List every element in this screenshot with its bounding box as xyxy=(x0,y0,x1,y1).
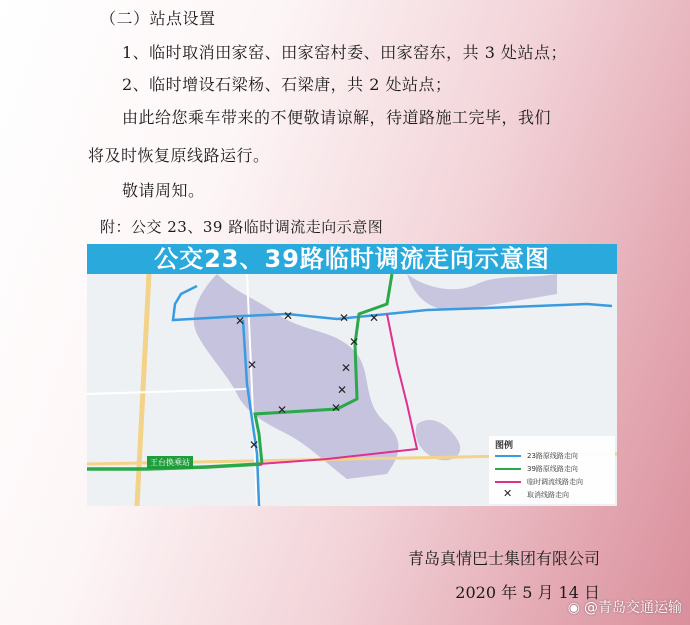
cancel-marker: ✕ xyxy=(283,309,294,323)
road-minor-2 xyxy=(87,389,247,394)
item-cancel-stops: 1、临时取消田家窑、田家窑村委、田家窑东，共 3 处站点； xyxy=(122,43,568,62)
cancel-marker: ✕ xyxy=(337,383,348,397)
legend-label: 临时调流线路走向 xyxy=(527,478,583,486)
legend-item-cancelled xyxy=(495,489,613,501)
legend-label: 取消线路走向 xyxy=(527,491,569,499)
cancel-icon: ✕ xyxy=(503,487,513,500)
legend-swatch xyxy=(495,455,521,457)
station-label: 王台换乘站 xyxy=(147,456,193,469)
water-area-south xyxy=(416,420,461,460)
map-legend xyxy=(489,436,615,504)
legend-label: 23路原线路走向 xyxy=(527,452,578,460)
road-vertical-west xyxy=(137,274,149,506)
signature-date: 2020 年 5 月 14 日 xyxy=(455,583,600,602)
cancel-marker: ✕ xyxy=(247,358,258,372)
route-map xyxy=(87,244,617,506)
cancel-marker: ✕ xyxy=(341,361,352,375)
legend-swatch xyxy=(495,481,521,483)
cancel-marker: ✕ xyxy=(369,311,380,325)
cancel-marker: ✕ xyxy=(235,314,246,328)
legend-item-route39 xyxy=(495,463,613,475)
weibo-icon: ◉ xyxy=(567,600,580,616)
cancel-marker: ✕ xyxy=(249,438,260,452)
legend-swatch xyxy=(495,468,521,470)
water-area-east xyxy=(407,274,557,310)
item-add-stops: 2、临时增设石梁杨、石梁唐，共 2 处站点； xyxy=(122,75,452,94)
watermark xyxy=(568,597,682,617)
apology-line-1: 由此给您乘车带来的不便敬请谅解，待道路施工完毕，我们 xyxy=(122,108,552,127)
section-heading: （二）站点设置 xyxy=(100,9,216,28)
water-area xyxy=(194,274,399,479)
cancel-marker: ✕ xyxy=(339,311,350,325)
legend-item-route23 xyxy=(495,450,613,462)
legend-title: 图例 xyxy=(495,441,514,451)
organization-signature: 青岛真情巴士集团有限公司 xyxy=(407,549,600,568)
legend-item-temp xyxy=(495,476,613,488)
map-title: 公交23、39路临时调流走向示意图 xyxy=(87,244,617,274)
cancel-marker: ✕ xyxy=(331,401,342,415)
notice-text: 敬请周知。 xyxy=(122,181,205,200)
legend-label: 39路原线路走向 xyxy=(527,465,578,473)
cancel-marker: ✕ xyxy=(349,335,360,349)
watermark-text: @青岛交通运输 xyxy=(584,600,682,616)
cancel-marker: ✕ xyxy=(277,403,288,417)
apology-line-2: 将及时恢复原线路运行。 xyxy=(88,146,270,165)
figure-caption: 附：公交 23、39 路临时调流走向示意图 xyxy=(100,218,384,236)
